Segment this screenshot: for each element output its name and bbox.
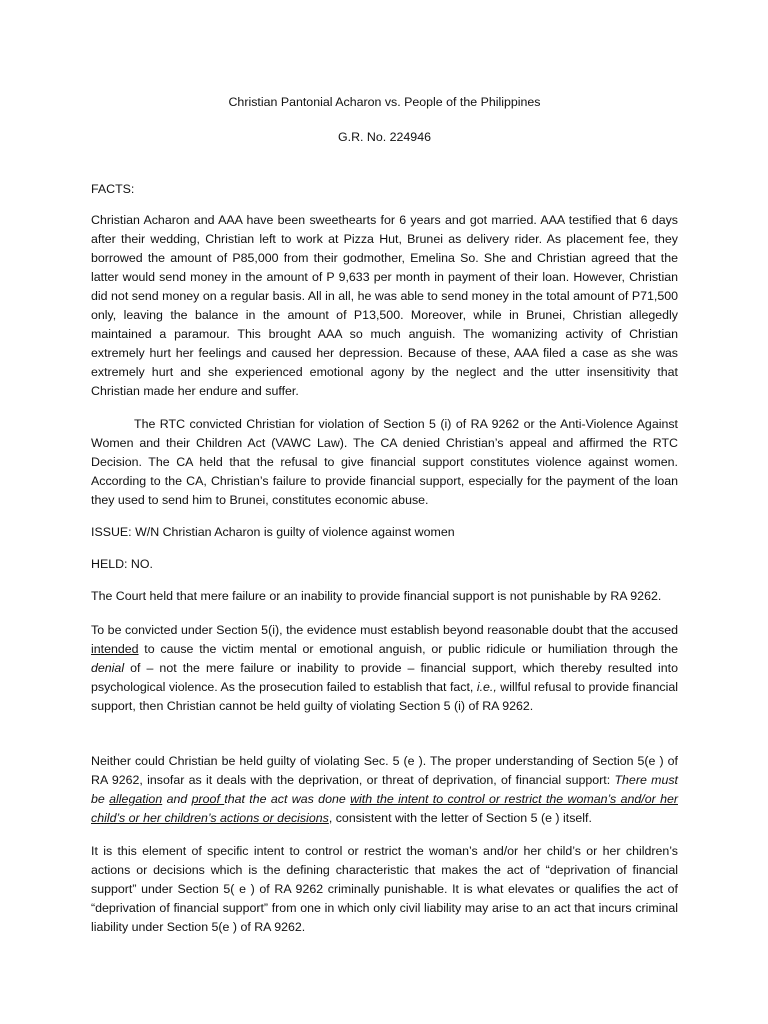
issue-statement: ISSUE: W/N Christian Acharon is guilty of violence against women [91, 525, 455, 539]
facts-paragraph: Christian Acharon and AAA have been sweethearts for 6 years and got married. AAA testified that 6 days after their wedding, Christian left to work at Pizza Hut, Brunei as delivery rider. As placement fee, they borrowed the amount of P85,000 from their godmother, Emelina So. She and Christian agreed that the latter would send money in the amount of P 9,633 per month in payment of their loan. However, Christian did not send money on a regular basis. All in all, he was able to send money in the total amount of P71,500 only, leaving the balance in the amount of P13,500. Moreover, while in Brunei, Christian allegedly maintained a paramour. This brought AAA so much anguish. The womanizing activity of Christian extremely hurt her feelings and caused her depression. Because of these, AAA filed a case as she was extremely hurt and she experienced emotional agony by the neglect and the utter insensitivity that Christian made her endure and suffer. [91, 213, 678, 398]
neither-italic-1: There must be [91, 773, 678, 806]
neither-and: and [162, 792, 192, 806]
gr-number: G.R. No. 224946 [338, 130, 431, 144]
convicted-paragraph [91, 621, 678, 716]
convicted-text-1: To be convicted under Section 5(i), the evidence must establish beyond reasonable doubt that the accused [91, 623, 678, 637]
neither-paragraph [91, 752, 678, 828]
element-paragraph: It is this element of specific intent to control or restrict the woman’s and/or her child’s or her children’s actions or decisions which is the defining characteristic that makes the act of “deprivation of financial support” under Section 5( e ) of RA 9262 criminally punishable. It is what elevates or qualifies the act of “deprivation of financial support” from one in which only civil liability may arise to an act that incurs criminal liability under Section 5(e ) of RA 9262. [91, 844, 678, 934]
denial-italic: denial [91, 661, 125, 675]
intended-underlined: intended [91, 642, 139, 656]
ie-italic: i.e., [476, 680, 497, 694]
case-title: Christian Pantonial Acharon vs. People of the Philippines [228, 95, 541, 109]
neither-text-1: Neither could Christian be held guilty of violating Sec. 5 (e ). The proper understanding of Section 5(e ) of RA 9262, insofar as it deals with the deprivation, or threat of deprivation, of financial support: [91, 754, 678, 787]
rtc-paragraph: The RTC convicted Christian for violation of Section 5 (i) of RA 9262 or the Anti-Violence Against Women and their Children Act (VAWC Law). The CA denied Christian’s appeal and affirmed the RTC Decision. The CA held that the refusal to give financial support constitutes violence against women. According to the CA, Christian’s failure to provide financial support, especially for the payment of the loan they used to send him to Brunei, constitutes economic abuse. [91, 417, 678, 507]
convicted-text-2: to cause the victim mental or emotional anguish, or public ridicule or humiliation through the [138, 642, 678, 656]
convicted-text-4: willful refusal to provide financial support, then Christian cannot be held guilty of violating Section 5 (i) of RA 9262. [91, 680, 678, 713]
held-statement: HELD: NO. [91, 557, 153, 571]
facts-heading: FACTS: [91, 182, 135, 196]
allegation-underlined: allegation [109, 792, 163, 806]
neither-text-2: , consistent with the letter of Section 5 (e ) itself. [328, 811, 592, 825]
neither-italic-2: that the act was done [224, 792, 351, 806]
intent-underlined: with the intent to control or restrict the woman’s and/or her child’s or her children’s actions or decisions [91, 792, 678, 825]
court-paragraph: The Court held that mere failure or an inability to provide financial support is not punishable by RA 9262. [91, 589, 662, 603]
convicted-text-3: of – not the mere failure or inability to provide – financial support, which thereby resulted into psychological violence. As the prosecution failed to establish that fact, [91, 661, 678, 694]
proof-underlined: proof [191, 792, 225, 806]
